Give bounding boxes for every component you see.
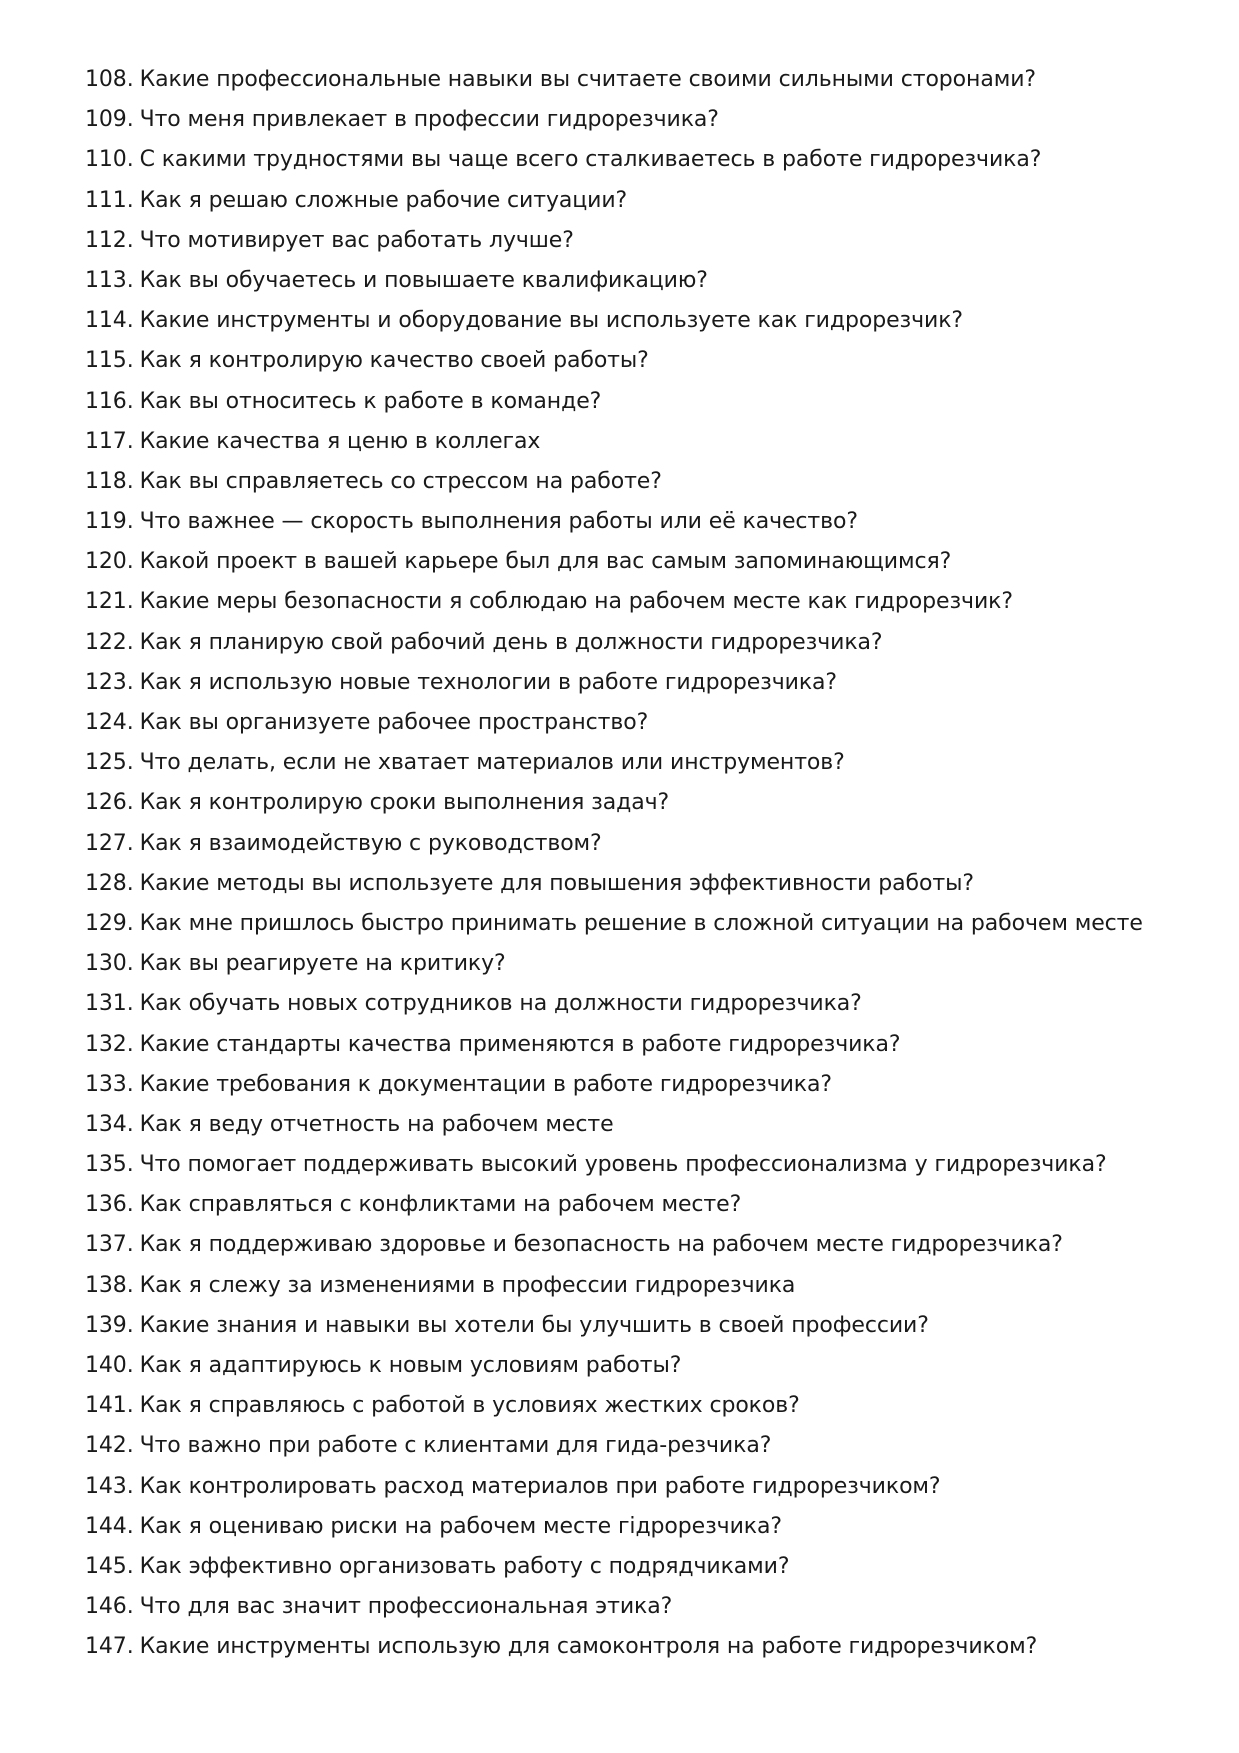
question-text: Какие стандарты качества применяются в работе гидрорезчика?	[139, 1031, 901, 1057]
question-text: Как я контролирую сроки выполнения задач?	[139, 790, 670, 816]
question-item	[85, 1346, 1195, 1386]
question-text: Как я планирую свой рабочий день в должности гидрорезчика?	[139, 629, 883, 655]
question-number: 125.	[85, 750, 134, 776]
question-item	[85, 221, 1195, 261]
question-number: 108.	[85, 67, 134, 92]
question-number: 127.	[85, 830, 134, 856]
question-number: 128.	[85, 870, 134, 896]
question-item	[85, 1467, 1195, 1507]
question-number: 132.	[85, 1031, 134, 1057]
question-text: Какие методы вы используете для повышения эффективности работы?	[139, 870, 974, 896]
question-number: 129.	[85, 910, 134, 936]
question-item	[85, 100, 1195, 140]
question-number: 111.	[85, 187, 134, 213]
question-item	[85, 1185, 1195, 1225]
question-text: Что для вас значит профессиональная этика?	[139, 1594, 673, 1620]
question-number: 109.	[85, 107, 134, 133]
question-number: 146.	[85, 1594, 134, 1620]
question-number: 120.	[85, 549, 134, 575]
question-text: Какие знания и навыки вы хотели бы улучшить в своей профессии?	[139, 1312, 929, 1338]
question-number: 118.	[85, 468, 134, 494]
question-text: Как вы справляетесь со стрессом на работе?	[139, 468, 662, 494]
question-number: 113.	[85, 267, 134, 293]
question-item	[85, 824, 1195, 864]
question-item	[85, 783, 1195, 823]
question-number: 122.	[85, 629, 134, 655]
question-item	[85, 864, 1195, 904]
question-number: 142.	[85, 1433, 134, 1459]
question-item	[85, 181, 1195, 221]
question-number: 123.	[85, 669, 134, 695]
question-item	[85, 140, 1195, 180]
question-item	[85, 1025, 1195, 1065]
question-number: 147.	[85, 1634, 134, 1660]
question-text: Как я слежу за изменениями в профессии гидрорезчика	[139, 1272, 796, 1298]
question-item	[85, 1547, 1195, 1587]
question-item	[85, 743, 1195, 783]
question-item	[85, 944, 1195, 984]
question-number: 117.	[85, 428, 134, 454]
question-item	[85, 382, 1195, 422]
question-number: 144.	[85, 1513, 134, 1539]
question-item	[85, 1105, 1195, 1145]
question-item	[85, 60, 1195, 100]
question-number: 115.	[85, 348, 134, 374]
question-text: Как я взаимодействую с руководством?	[139, 830, 602, 856]
question-number: 140.	[85, 1353, 134, 1378]
question-text: Какие инструменты использую для самоконтроля на работе гидрорезчиком?	[139, 1634, 1038, 1660]
question-text: Какие качества я ценю в коллегах	[139, 428, 541, 454]
question-number: 130.	[85, 951, 134, 977]
question-text: Как вы организуете рабочее пространство?	[139, 710, 649, 735]
question-item	[85, 1266, 1195, 1306]
question-item	[85, 904, 1195, 944]
question-number: 133.	[85, 1071, 134, 1097]
question-text: Какие требования к документации в работе гидрорезчика?	[139, 1071, 832, 1097]
question-text: Как вы обучаетесь и повышаете квалификацию?	[139, 267, 708, 293]
question-text: Как я справляюсь с работой в условиях жестких сроков?	[139, 1393, 800, 1419]
question-item	[85, 542, 1195, 582]
question-item	[85, 984, 1195, 1024]
question-number: 143.	[85, 1473, 134, 1499]
question-item	[85, 703, 1195, 743]
question-item	[85, 1065, 1195, 1105]
question-text: Как я контролирую качество своей работы?	[139, 348, 649, 374]
question-text: Как я поддерживаю здоровье и безопасность на рабочем месте гидрорезчика?	[139, 1232, 1063, 1258]
question-text: Как я решаю сложные рабочие ситуации?	[139, 187, 628, 213]
question-number: 136.	[85, 1192, 134, 1218]
question-number: 131.	[85, 991, 134, 1017]
question-text: Что важнее — скорость выполнения работы или её качество?	[139, 509, 858, 535]
question-item	[85, 623, 1195, 663]
question-item	[85, 1507, 1195, 1547]
question-text: Какие профессиональные навыки вы считаете своими сильными сторонами?	[139, 67, 1036, 92]
question-item	[85, 1627, 1195, 1667]
question-item	[85, 1587, 1195, 1627]
question-text: Как я веду отчетность на рабочем месте	[139, 1111, 614, 1137]
question-text: Как обучать новых сотрудников на должности гидрорезчика?	[139, 991, 862, 1017]
question-text: Как я оцениваю риски на рабочем месте гідрорезчика?	[139, 1513, 782, 1539]
question-item	[85, 422, 1195, 462]
question-text: Как вы относитесь к работе в команде?	[139, 388, 602, 414]
question-text: Как контролировать расход материалов при работе гидрорезчиком?	[139, 1473, 941, 1499]
question-number: 145.	[85, 1553, 134, 1579]
question-item	[85, 502, 1195, 542]
question-text: Что меня привлекает в профессии гидрорезчика?	[139, 107, 719, 133]
question-item	[85, 1426, 1195, 1466]
question-item	[85, 1306, 1195, 1346]
question-item	[85, 663, 1195, 703]
question-text: Как справляться с конфликтами на рабочем месте?	[139, 1192, 742, 1218]
question-item	[85, 341, 1195, 381]
question-number: 114.	[85, 308, 134, 334]
question-number: 116.	[85, 388, 134, 414]
question-number: 121.	[85, 589, 134, 615]
question-number: 124.	[85, 710, 134, 735]
question-item	[85, 1225, 1195, 1265]
question-text: Как я использую новые технологии в работе гидрорезчика?	[139, 669, 837, 695]
question-text: Какой проект в вашей карьере был для вас самым запоминающимся?	[139, 549, 952, 575]
question-number: 112.	[85, 227, 134, 253]
question-list	[85, 60, 1195, 1668]
question-item	[85, 582, 1195, 622]
question-text: Что делать, если не хватает материалов или инструментов?	[139, 750, 845, 776]
question-text: Как я адаптируюсь к новым условиям работы?	[139, 1353, 682, 1378]
question-text: Как эффективно организовать работу с подрядчиками?	[139, 1553, 790, 1579]
question-text: Какие меры безопасности я соблюдаю на рабочем месте как гидрорезчик?	[139, 589, 1013, 615]
question-number: 135.	[85, 1152, 134, 1178]
question-item	[85, 301, 1195, 341]
question-number: 141.	[85, 1393, 134, 1419]
question-number: 126.	[85, 790, 134, 816]
question-item	[85, 261, 1195, 301]
question-item	[85, 462, 1195, 502]
question-number: 110.	[85, 147, 134, 173]
question-item	[85, 1145, 1195, 1185]
question-number: 137.	[85, 1232, 134, 1258]
question-number: 119.	[85, 509, 134, 535]
question-text: Как вы реагируете на критику?	[139, 951, 506, 977]
question-text: Что важно при работе с клиентами для гида-резчика?	[139, 1433, 772, 1459]
question-text: Что мотивирует вас работать лучше?	[139, 227, 574, 253]
question-number: 134.	[85, 1111, 134, 1137]
question-number: 139.	[85, 1312, 134, 1338]
question-text: Как мне пришлось быстро принимать решение в сложной ситуации на рабочем месте	[139, 910, 1143, 936]
question-text: Какие инструменты и оборудование вы используете как гидрорезчик?	[139, 308, 963, 334]
question-text: Что помогает поддерживать высокий уровень профессионализма у гидрорезчика?	[139, 1152, 1107, 1178]
question-text: С какими трудностями вы чаще всего сталкиваетесь в работе гидрорезчика?	[139, 147, 1042, 173]
question-number: 138.	[85, 1272, 134, 1298]
question-item	[85, 1386, 1195, 1426]
